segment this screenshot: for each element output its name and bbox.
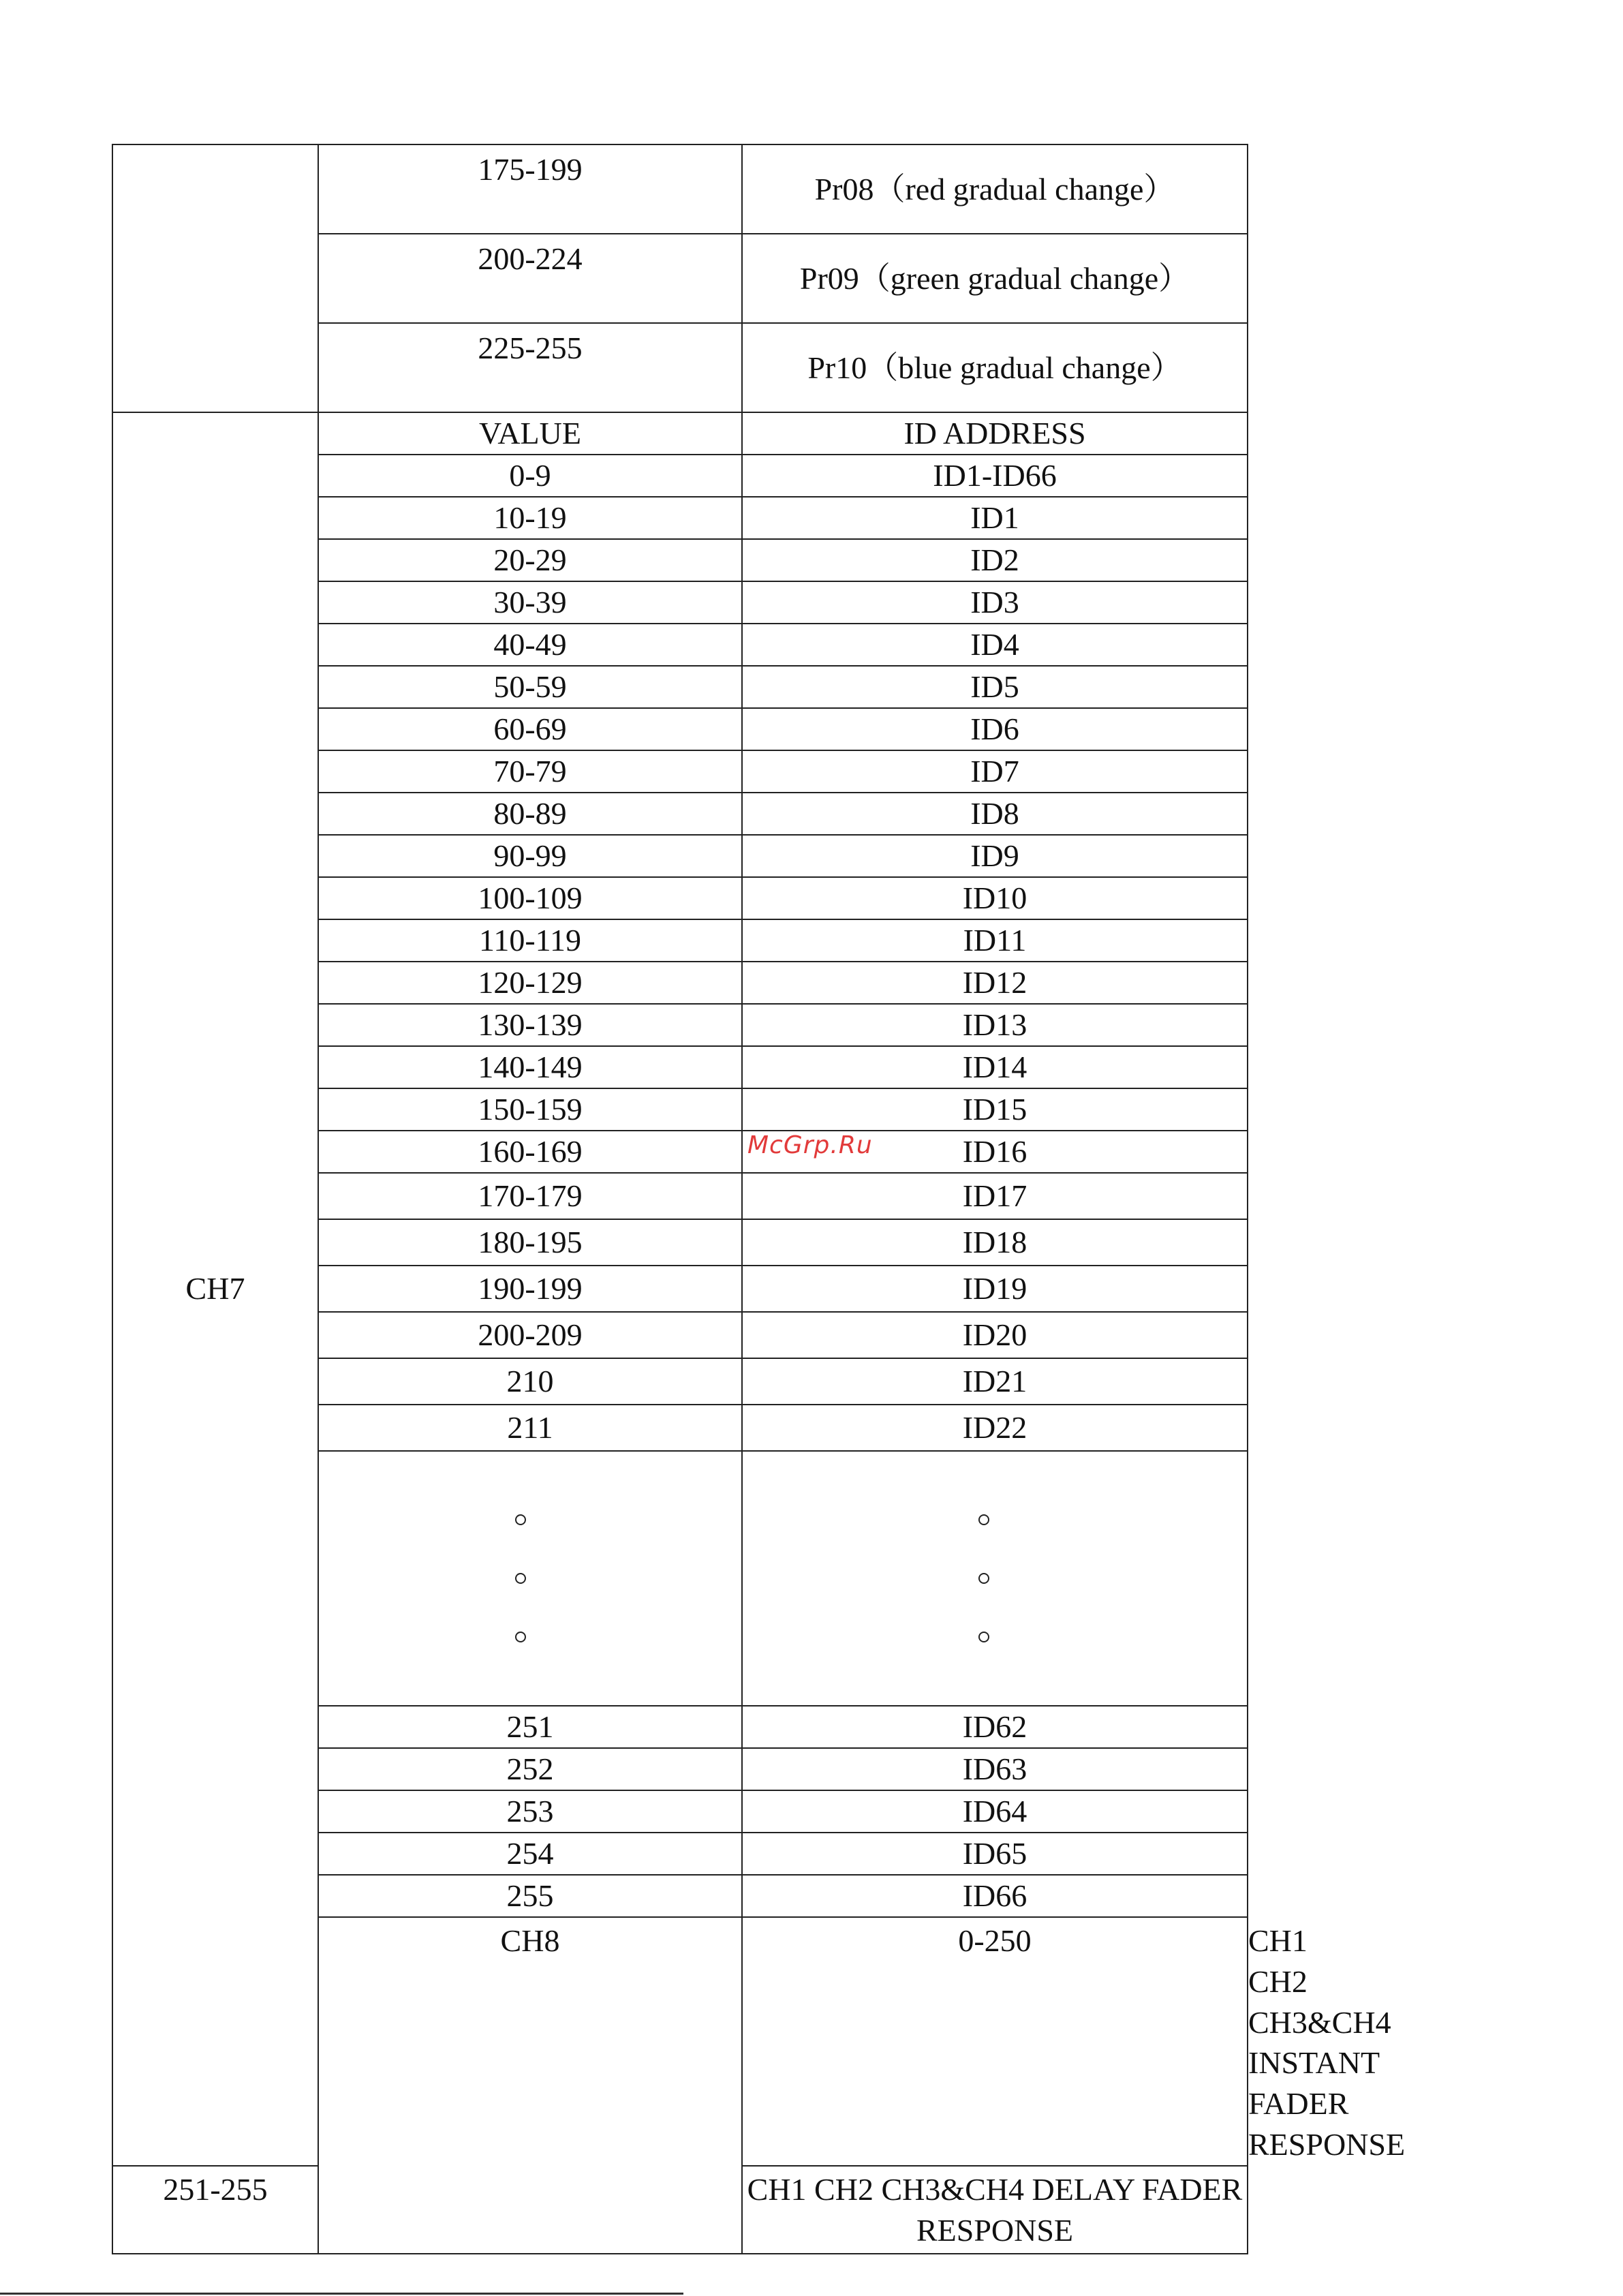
- dmx-channel-table: 175-199 Pr08（red gradual change） 200-224 Pr09（green gradual change） 225-255 Pr10（blue gradual change） CH7 VALUE ID ADDRESS 0-9 ID1-ID66 10-19 ID1 20-29 ID2 30-39 ID3 40-49 ID4 50-59 ID5 60-69 ID6 70-79 ID7 80-89 ID8 90-99 ID9 100-109 ID10 110-119 ID11 120-129 ID12 130-139 ID13 140-149 ID14 150-159 ID15 160-169 ID16 170-179 ID17 180-195 ID18 190-199 ID19 200-209 ID20 210 ID21 211 ID22 251 ID62 252 ID63 253 ID64 254 ID65 255 ID66 CH8 0-250 CH1 CH2 CH3&CH4 INSTANT FADER RESPONSE 251-255 CH1 CH2 CH3&CH4 DELAY FADER RESPONSE: [112, 144, 1248, 2254]
- id-cell: ID11: [742, 919, 1248, 962]
- id-cell: ID22: [742, 1405, 1248, 1451]
- channel-label-ch7: CH7: [112, 412, 318, 2166]
- column-header-value: VALUE: [318, 412, 742, 455]
- column-header-id-address: ID ADDRESS: [742, 412, 1248, 455]
- id-cell: ID12: [742, 962, 1248, 1004]
- value-cell: 180-195: [318, 1219, 742, 1266]
- value-cell: 60-69: [318, 708, 742, 750]
- id-cell: ID9: [742, 835, 1248, 877]
- id-cell: ID19: [742, 1266, 1248, 1312]
- ellipsis-dot-icon: [515, 1573, 526, 1584]
- value-cell: 190-199: [318, 1266, 742, 1312]
- value-cell: 251: [318, 1706, 742, 1748]
- value-cell: 150-159: [318, 1088, 742, 1131]
- value-cell: 175-199: [318, 144, 742, 234]
- id-cell: ID18: [742, 1219, 1248, 1266]
- ellipsis-dot-icon: [978, 1632, 989, 1642]
- ellipsis-cell: [318, 1451, 742, 1706]
- id-cell: ID1-ID66: [742, 455, 1248, 497]
- description-cell: Pr10（blue gradual change）: [742, 323, 1248, 412]
- id-cell: ID62: [742, 1706, 1248, 1748]
- id-cell: ID15: [742, 1088, 1248, 1131]
- value-cell: 200-209: [318, 1312, 742, 1358]
- id-cell: ID21: [742, 1358, 1248, 1405]
- id-cell: ID13: [742, 1004, 1248, 1046]
- value-cell: 40-49: [318, 624, 742, 666]
- value-cell: 130-139: [318, 1004, 742, 1046]
- id-cell: ID17: [742, 1173, 1248, 1219]
- channel-label-ch8: CH8: [318, 1917, 742, 2254]
- value-cell: 252: [318, 1748, 742, 1790]
- id-cell: ID1: [742, 497, 1248, 539]
- id-cell: ID8: [742, 793, 1248, 835]
- ellipsis-dot-icon: [515, 1632, 526, 1642]
- value-cell: 251-255: [112, 2166, 318, 2254]
- id-cell: ID4: [742, 624, 1248, 666]
- value-cell: 20-29: [318, 539, 742, 581]
- value-cell: 225-255: [318, 323, 742, 412]
- watermark: McGrp.Ru: [747, 1131, 873, 1159]
- id-cell: ID10: [742, 877, 1248, 919]
- value-cell: 100-109: [318, 877, 742, 919]
- value-cell: 30-39: [318, 581, 742, 624]
- value-cell: 70-79: [318, 750, 742, 793]
- id-cell: ID6: [742, 708, 1248, 750]
- id-cell: ID7: [742, 750, 1248, 793]
- value-cell: 255: [318, 1875, 742, 1917]
- value-cell: 0-9: [318, 455, 742, 497]
- value-cell: 170-179: [318, 1173, 742, 1219]
- channel-cell-empty: [112, 144, 318, 412]
- value-cell: 210: [318, 1358, 742, 1405]
- ellipsis-cell: [742, 1451, 1248, 1706]
- value-cell: 10-19: [318, 497, 742, 539]
- ellipsis-dot-icon: [978, 1573, 989, 1584]
- id-cell: ID20: [742, 1312, 1248, 1358]
- value-cell: 254: [318, 1833, 742, 1875]
- id-cell: ID16: [742, 1131, 1248, 1173]
- id-cell: ID3: [742, 581, 1248, 624]
- value-cell: 140-149: [318, 1046, 742, 1088]
- value-cell: 110-119: [318, 919, 742, 962]
- id-cell: ID65: [742, 1833, 1248, 1875]
- value-cell: 253: [318, 1790, 742, 1833]
- value-cell: 160-169: [318, 1131, 742, 1173]
- ellipsis-dot-icon: [978, 1514, 989, 1525]
- value-cell: 120-129: [318, 962, 742, 1004]
- description-cell: CH1 CH2 CH3&CH4 DELAY FADER RESPONSE: [742, 2166, 1248, 2254]
- vertical-ellipsis: [319, 1514, 741, 1642]
- value-cell: 211: [318, 1405, 742, 1451]
- ellipsis-dot-icon: [515, 1514, 526, 1525]
- value-cell: 80-89: [318, 793, 742, 835]
- value-cell: 90-99: [318, 835, 742, 877]
- description-cell: Pr09（green gradual change）: [742, 234, 1248, 323]
- id-cell: ID66: [742, 1875, 1248, 1917]
- id-cell: ID5: [742, 666, 1248, 708]
- id-cell: ID64: [742, 1790, 1248, 1833]
- value-cell: 0-250: [742, 1917, 1248, 2166]
- description-cell: Pr08（red gradual change）: [742, 144, 1248, 234]
- id-cell: ID63: [742, 1748, 1248, 1790]
- id-cell: ID14: [742, 1046, 1248, 1088]
- id-cell: ID2: [742, 539, 1248, 581]
- value-cell: 200-224: [318, 234, 742, 323]
- value-cell: 50-59: [318, 666, 742, 708]
- vertical-ellipsis: [743, 1514, 1247, 1642]
- footnote-separator: [0, 2293, 683, 2295]
